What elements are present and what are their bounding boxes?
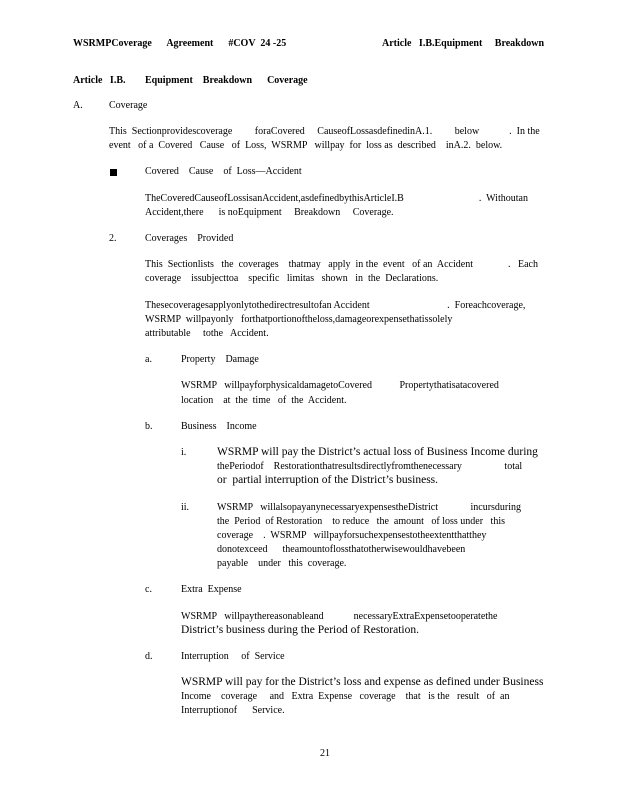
- section-2-label: 2.: [109, 233, 117, 244]
- paragraph-line: Accident,there is noEquipment Breakdown Coverage.: [145, 207, 394, 218]
- page-number: 21: [320, 748, 330, 759]
- paragraph-line: location at the time of the Accident.: [181, 395, 347, 406]
- item-d-label: d.: [145, 651, 153, 662]
- paragraph-line: Thesecoveragesapplyonlytothedirectresultofan Accident . Foreachcoverage,: [145, 300, 526, 311]
- paragraph-line: WSRMP willpayforphysicaldamagetoCovered Propertythatisatacovered: [181, 380, 499, 391]
- header-right: Article I.B.Equipment Breakdown: [382, 38, 545, 49]
- paragraph-line: payable under this coverage.: [217, 558, 347, 569]
- paragraph-line: donotexceed theamountoflossthatotherwisewouldhavebeen: [217, 544, 466, 555]
- paragraph-line: thePeriodof Restorationthatresultsdirectlyfromthenecessary total: [217, 461, 523, 472]
- article-title: Equipment Breakdown Coverage: [145, 75, 308, 86]
- paragraph-line: WSRMP willpaythereasonableand necessaryExtraExpensetooperatethe: [181, 611, 498, 622]
- paragraph-line: coverage . WSRMP willpayforsuchexpensestotheextentthatthey: [217, 530, 487, 541]
- section-a-label: A.: [73, 100, 83, 111]
- item-c-label: c.: [145, 584, 152, 595]
- paragraph-line: WSRMP will pay for the District’s loss and expense as defined under Business: [181, 676, 544, 688]
- paragraph-line: WSRMP willalsopayanynecessaryexpensestheDistrict incursduring: [217, 502, 522, 513]
- paragraph-line: WSRMP willpayonly forthatportionoftheloss,damageorexpensethatissolely: [145, 314, 453, 325]
- item-a-heading: Property Damage: [181, 354, 259, 365]
- article-number: Article I.B.: [73, 75, 126, 86]
- item-b-heading: Business Income: [181, 421, 257, 432]
- paragraph-line: TheCoveredCauseofLossisanAccident,asdefinedbythisArticleI.B . Withoutan: [145, 193, 528, 204]
- paragraph-line: District’s business during the Period of Restoration.: [181, 624, 419, 636]
- item-b-label: b.: [145, 421, 153, 432]
- paragraph-line: coverage issubjecttoa specific limitas shown in the Declarations.: [145, 273, 439, 284]
- bullet-heading: Covered Cause of Loss—Accident: [145, 166, 302, 177]
- paragraph-line: Interruptionof Service.: [181, 705, 285, 716]
- paragraph-line: This Sectionlists the coverages thatmay apply in the event of an Accident . Each: [145, 259, 538, 270]
- paragraph-line: the Period of Restoration to reduce the amount of loss under this: [217, 516, 506, 527]
- sub-item-i-label: i.: [181, 447, 187, 458]
- item-c-heading: Extra Expense: [181, 584, 242, 595]
- paragraph-line: This Sectionprovidescoverage foraCovered CauseofLossasdefinedinA.1. below . In the: [109, 126, 540, 137]
- header-left: WSRMPCoverage Agreement #COV 24 -25: [73, 38, 287, 49]
- paragraph-line: WSRMP will pay the District’s actual loss of Business Income during: [217, 446, 538, 458]
- sub-item-ii-label: ii.: [181, 502, 190, 513]
- section-2-heading: Coverages Provided: [145, 233, 234, 244]
- paragraph-line: event of a Covered Cause of Loss, WSRMP willpay for loss as described inA.2. below.: [109, 140, 503, 151]
- bullet-square-icon: [110, 169, 117, 176]
- paragraph-line: or partial interruption of the District’s business.: [217, 474, 439, 486]
- paragraph-line: attributable tothe Accident.: [145, 328, 269, 339]
- paragraph-line: Income coverage and Extra Expense coverage that is the result of an: [181, 691, 510, 702]
- item-a-label: a.: [145, 354, 152, 365]
- section-a-heading: Coverage: [109, 100, 148, 111]
- item-d-heading: Interruption of Service: [181, 651, 285, 662]
